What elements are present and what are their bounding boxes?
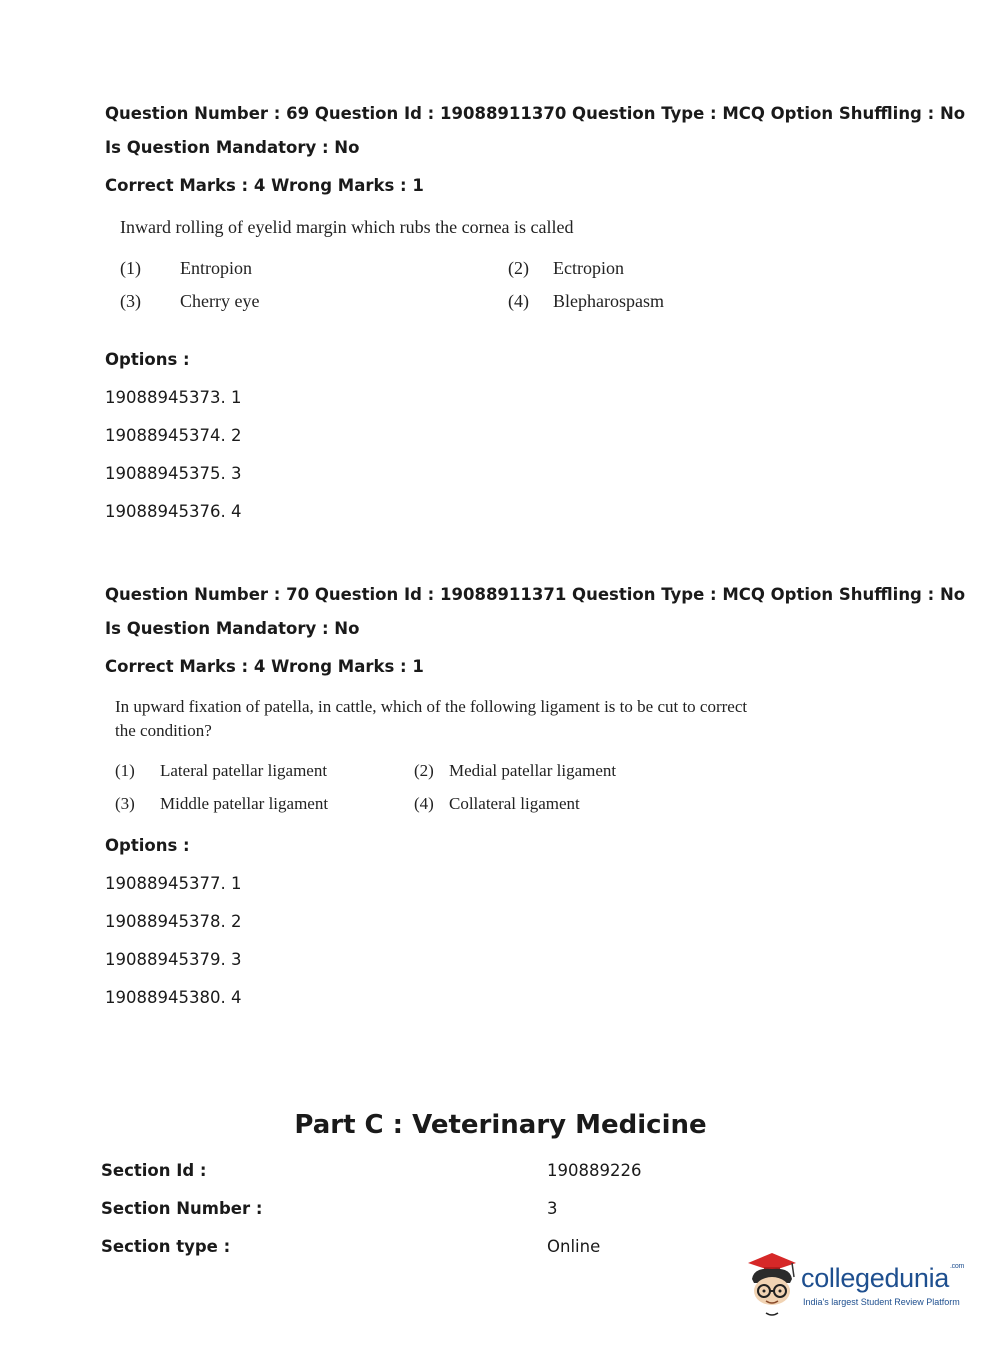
choice-4 <box>508 291 664 312</box>
choice-text: Cherry eye <box>180 291 260 311</box>
question-header: Question Number : 70 Question Id : 19088911371 Question Type : MCQ Option Shuffling : No <box>105 585 966 604</box>
choice-number: (1) <box>115 761 135 780</box>
collegedunia-logo <box>742 1249 972 1319</box>
mandatory-line: Is Question Mandatory : No <box>105 619 360 638</box>
choice-text: Medial patellar ligament <box>449 761 617 780</box>
choice-number: (4) <box>508 291 529 311</box>
choice-2 <box>414 761 617 781</box>
section-number-value: 3 <box>547 1199 558 1218</box>
choice-1 <box>120 258 252 279</box>
choice-number: (4) <box>414 794 434 813</box>
section-id-label: Section Id : <box>101 1161 207 1180</box>
option-id: 19088945375. 3 <box>105 464 242 483</box>
choice-2 <box>508 258 624 279</box>
choice-number: (2) <box>414 761 434 780</box>
choice-number: (1) <box>120 258 141 278</box>
section-type-label: Section type : <box>101 1237 231 1256</box>
choice-4 <box>414 794 580 814</box>
choice-number: (3) <box>115 794 135 813</box>
section-id-value: 190889226 <box>547 1161 642 1180</box>
question-stem-line2: the condition? <box>115 721 212 740</box>
choice-1 <box>115 761 328 781</box>
option-id: 19088945378. 2 <box>105 912 242 931</box>
options-label: Options : <box>105 836 190 855</box>
section-type-value: Online <box>547 1237 601 1256</box>
choice-text: Ectropion <box>553 258 624 278</box>
choice-text: Middle patellar ligament <box>160 794 329 813</box>
choice-text: Entropion <box>180 258 252 278</box>
logo-tagline: India's largest Student Review Platform <box>803 1297 960 1307</box>
part-title: Part C : Veterinary Medicine <box>294 1110 707 1140</box>
choice-3 <box>120 291 260 312</box>
logo-wordmark: collegedunia$^{.com}$ <box>801 1263 965 1293</box>
choice-number: (3) <box>120 291 141 311</box>
choice-text: Collateral ligament <box>449 794 580 813</box>
mascot-icon <box>742 1249 802 1319</box>
marks-line: Correct Marks : 4 Wrong Marks : 1 <box>105 176 424 195</box>
option-id: 19088945377. 1 <box>105 874 242 893</box>
question-header: Question Number : 69 Question Id : 19088911370 Question Type : MCQ Option Shuffling : No <box>105 104 966 123</box>
choice-text: Lateral patellar ligament <box>160 761 328 780</box>
choice-number: (2) <box>508 258 529 278</box>
option-id: 19088945374. 2 <box>105 426 242 445</box>
question-stem: Inward rolling of eyelid margin which rubs the cornea is called <box>120 217 574 237</box>
marks-line: Correct Marks : 4 Wrong Marks : 1 <box>105 657 424 676</box>
option-id: 19088945376. 4 <box>105 502 242 521</box>
choice-3 <box>115 794 329 814</box>
mandatory-line: Is Question Mandatory : No <box>105 138 360 157</box>
options-label: Options : <box>105 350 190 369</box>
question-stem-line1: In upward fixation of patella, in cattle, which of the following ligament is to be cut to correct <box>115 697 748 716</box>
option-id: 19088945379. 3 <box>105 950 242 969</box>
section-number-label: Section Number : <box>101 1199 263 1218</box>
option-id: 19088945380. 4 <box>105 988 242 1007</box>
option-id: 19088945373. 1 <box>105 388 242 407</box>
choice-text: Blepharospasm <box>553 291 664 311</box>
